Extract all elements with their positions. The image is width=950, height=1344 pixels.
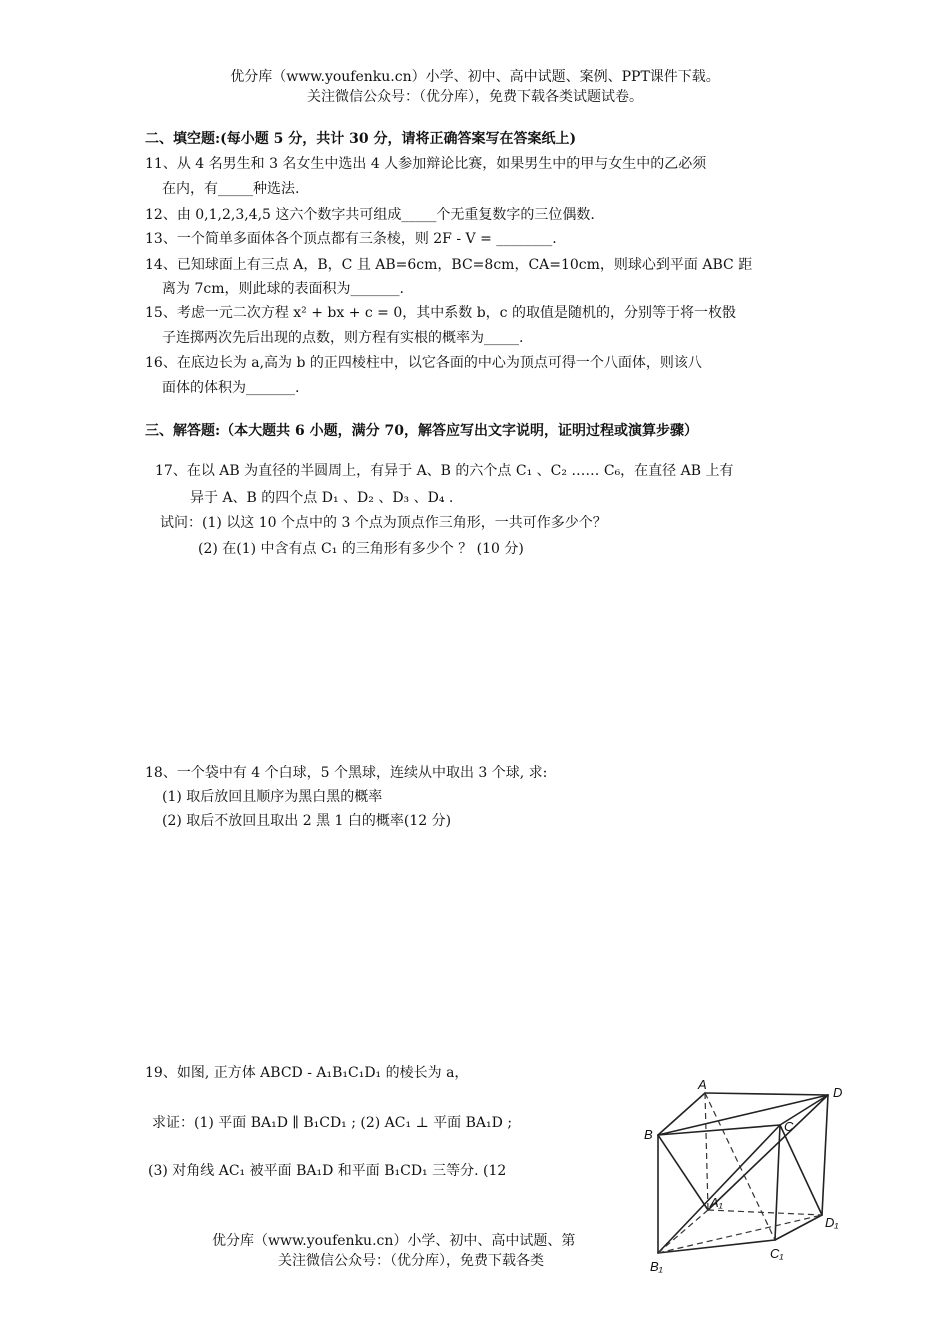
section3-title: 三、解答题:（本大题共 6 小题，满分 70，解答应写出文字说明，证明过程或演算步骤） [145,423,699,439]
q13: 13、一个简单多面体各个顶点都有三条棱，则 2F - V = ________. [145,231,557,247]
edge-A1-D1-hidden [708,1210,822,1215]
q12: 12、由 0,1,2,3,4,5 这六个数字共可组成_____个无重复数字的三位偶数. [145,207,595,223]
label-D: D [833,1085,843,1100]
diag-C-D1 [780,1125,822,1215]
q19-line2: 求证：(1) 平面 BA₁D ∥ B₁CD₁ ; (2) AC₁ ⊥ 平面 BA₁D ; [152,1115,513,1131]
q14-line2: 离为 7cm，则此球的表面积为_______. [162,281,404,297]
q17-line2: 异于 A、B 的四个点 D₁ 、D₂ 、D₃ 、D₄ . [190,490,454,506]
q15-line2: 子连掷两次先后出现的点数，则方程有实根的概率为_____. [162,330,524,346]
q14-line1: 14、已知球面上有三点 A，B，C 且 AB=6cm，BC=8cm，CA=10cm，则球心到平面 ABC 距 [145,257,753,273]
diag-B1-D1-hidden [658,1215,822,1253]
edge-A-D [705,1093,828,1095]
q11-line2: 在内，有_____种选法. [162,181,300,197]
label-B: B [644,1127,653,1142]
label-A1: A₁ [710,1195,723,1210]
edge-B1-C1 [658,1240,775,1253]
edge-D-D1 [822,1095,828,1215]
q16-line1: 16、在底边长为 a,高为 b 的正四棱柱中，以它各面的中心为顶点可得一个八面体，则该八 [145,355,702,371]
q17-line1: 17、在以 AB 为直径的半圆周上，有异于 A、B 的六个点 C₁ 、C₂ …… C₆，在直径 AB 上有 [155,463,734,479]
diag-B-A1 [658,1135,708,1210]
label-B1: B₁ [650,1259,663,1274]
footer-line-1: 优分库（www.youfenku.cn）小学、初中、高中试题、第 [212,1233,576,1249]
header-line-1: 优分库（www.youfenku.cn）小学、初中、高中试题、案例、PPT课件下载。 [230,69,720,85]
header-line-2: 关注微信公众号：（优分库），免费下载各类试题试卷。 [307,89,643,105]
q16-line2: 面体的体积为_______. [162,380,300,396]
q18-line3: (2) 取后不放回且取出 2 黑 1 白的概率(12 分) [162,813,452,829]
diag-B1-C [658,1125,780,1253]
q19-line1: 19、如图, 正方体 ABCD - A₁B₁C₁D₁ 的棱长为 a， [145,1065,469,1081]
cube-figure [630,1075,860,1275]
footer-line-2: 关注微信公众号：（优分库），免费下载各类 [278,1253,544,1269]
q17-line4: (2) 在(1) 中含有点 C₁ 的三角形有多少个 ？ (10 分) [198,541,524,557]
label-D1: D₁ [825,1215,839,1230]
edge-A-A1-hidden [705,1093,708,1210]
q19-line3: (3) 对角线 AC₁ 被平面 BA₁D 和平面 B₁CD₁ 三等分. (12 [148,1163,507,1179]
label-C1: C₁ [770,1246,784,1261]
diag-A1-D [708,1095,828,1210]
q17-line3: 试问：(1) 以这 10 个点中的 3 个点为顶点作三角形，一共可作多少个？ [160,515,607,531]
q15-line1: 15、考虑一元二次方程 x² + bx + c = 0，其中系数 b，c 的取值是随机的，分别等于将一枚骰 [145,305,736,321]
q18-line2: (1) 取后放回且顺序为黑白黑的概率 [162,789,383,805]
label-A: A [698,1077,707,1092]
section2-title: 二、填空题:(每小题 5 分，共计 30 分，请将正确答案写在答案纸上) [145,131,577,147]
q11-line1: 11、从 4 名男生和 3 名女生中选出 4 人参加辩论比赛，如果男生中的甲与女生中的乙必须 [145,156,707,172]
diag-B-D [658,1095,828,1135]
edge-C1-D1 [775,1215,822,1240]
q18-line1: 18、一个袋中有 4 个白球，5 个黑球，连续从中取出 3 个球, 求: [145,765,548,781]
edge-B1-A1-hidden [658,1210,708,1253]
label-C: C [784,1119,794,1134]
